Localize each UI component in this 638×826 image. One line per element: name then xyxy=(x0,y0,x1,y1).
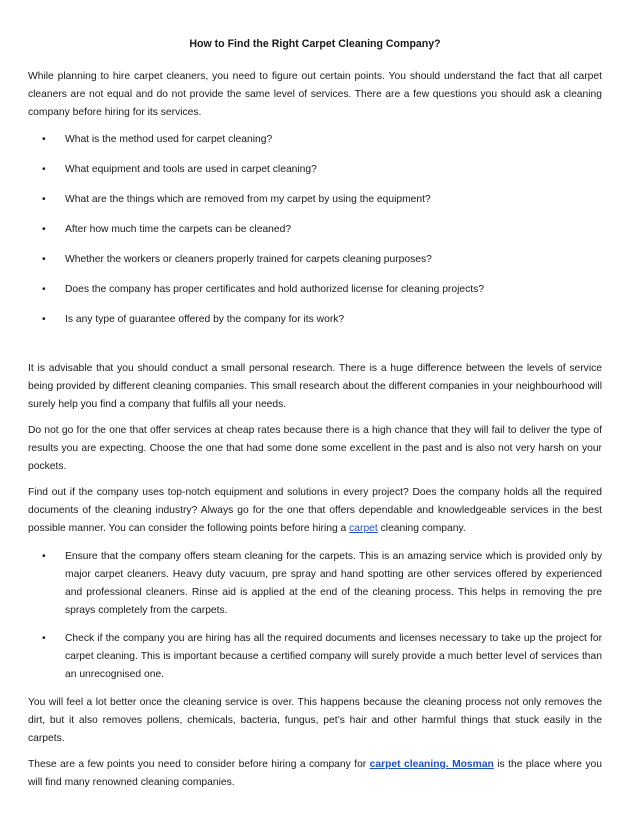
list-item-text: Is any type of guarantee offered by the company for its work? xyxy=(65,314,345,325)
bullet-icon: • xyxy=(42,633,46,644)
carpet-cleaning-mosman-link[interactable]: carpet cleaning. Mosman xyxy=(369,759,494,770)
bullet-icon: • xyxy=(42,224,46,235)
spacer xyxy=(28,342,602,360)
bullet-icon: • xyxy=(42,134,46,145)
list-item-text: What are the things which are removed from my carpet by using the equipment? xyxy=(65,194,431,205)
cheap-rates-paragraph: Do not go for the one that offer services at cheap rates because there is a high chance that they will fail to deliver the type of results you are expecting. Choose the one that had some done some excellent in the past and is also not very harsh on your pockets. xyxy=(28,425,602,472)
list-item-text: Check if the company you are hiring has all the required documents and licenses necessary to take up the project for carpet cleaning. This is important because a certified company will surely provide a much better level of services than an unrecognised one. xyxy=(65,633,602,680)
questions-list xyxy=(28,132,602,328)
bullet-icon: • xyxy=(42,284,46,295)
page-title: How to Find the Right Carpet Cleaning Company? xyxy=(189,38,441,50)
list-item-text: Does the company has proper certificates and hold authorized license for cleaning projects? xyxy=(65,284,484,295)
final-paragraph xyxy=(28,756,602,792)
bullet-icon: • xyxy=(42,254,46,265)
bullet-icon: • xyxy=(42,314,46,325)
research-paragraph: It is advisable that you should conduct a small personal research. There is a huge difference between the levels of service being provided by different cleaning companies. This small research about the different companies in your neighbourhood will surely help you find a company that fulfils all your needs. xyxy=(28,363,602,410)
list-item xyxy=(28,312,602,328)
bullet-icon: • xyxy=(42,164,46,175)
paragraph-text: Find out if the company uses top-notch equipment and solutions in every project? Does the company holds all the required documents of the cleaning industry? Always go for the one that offers dependable and knowledgeable services in the best possible manner. You can consider the following points before hiring a xyxy=(28,487,602,534)
points-list xyxy=(28,548,602,684)
list-item xyxy=(28,222,602,238)
document-page xyxy=(28,37,602,800)
list-item-text: Ensure that the company offers steam cleaning for the carpets. This is an amazing service which is provided only by major carpet cleaners. Heavy duty vacuum, pre spray and hand spotting are other services offered by experienced and professional cleaners. Rinse aid is applied at the end of the cleaning process. This helps in removing the pre sprays completely from the carpets. xyxy=(65,551,602,616)
list-item xyxy=(28,630,602,684)
list-item xyxy=(28,548,602,620)
list-item xyxy=(28,132,602,148)
paragraph-text: These are a few points you need to consider before hiring a company for xyxy=(28,759,370,770)
list-item-text: Whether the workers or cleaners properly trained for carpets cleaning purposes? xyxy=(65,254,432,265)
list-item xyxy=(28,192,602,208)
bullet-icon: • xyxy=(42,194,46,205)
list-item-text: What is the method used for carpet cleaning? xyxy=(65,134,273,145)
paragraph-text: is the place where you will find many renowned cleaning companies. xyxy=(28,759,603,788)
bullet-icon: • xyxy=(42,551,46,562)
intro-paragraph: While planning to hire carpet cleaners, you need to figure out certain points. You should understand the fact that all carpet cleaners are not equal and do not provide the same level of services. There are a few questions you should ask a cleaning company before hiring for its services. xyxy=(28,71,602,118)
list-item xyxy=(28,162,602,178)
list-item-text: After how much time the carpets can be cleaned? xyxy=(65,224,292,235)
paragraph-text: cleaning company. xyxy=(377,523,466,534)
list-item xyxy=(28,252,602,268)
list-item-text: What equipment and tools are used in carpet cleaning? xyxy=(65,164,317,175)
carpet-link[interactable]: carpet xyxy=(349,523,378,534)
equipment-paragraph xyxy=(28,484,602,538)
list-item xyxy=(28,282,602,298)
better-paragraph: You will feel a lot better once the cleaning service is over. This happens because the cleaning process not only removes the dirt, but it also removes pollens, chemicals, bacteria, fungus, pet’s hair and other harmful things that stuck easily in the carpets. xyxy=(28,697,602,744)
